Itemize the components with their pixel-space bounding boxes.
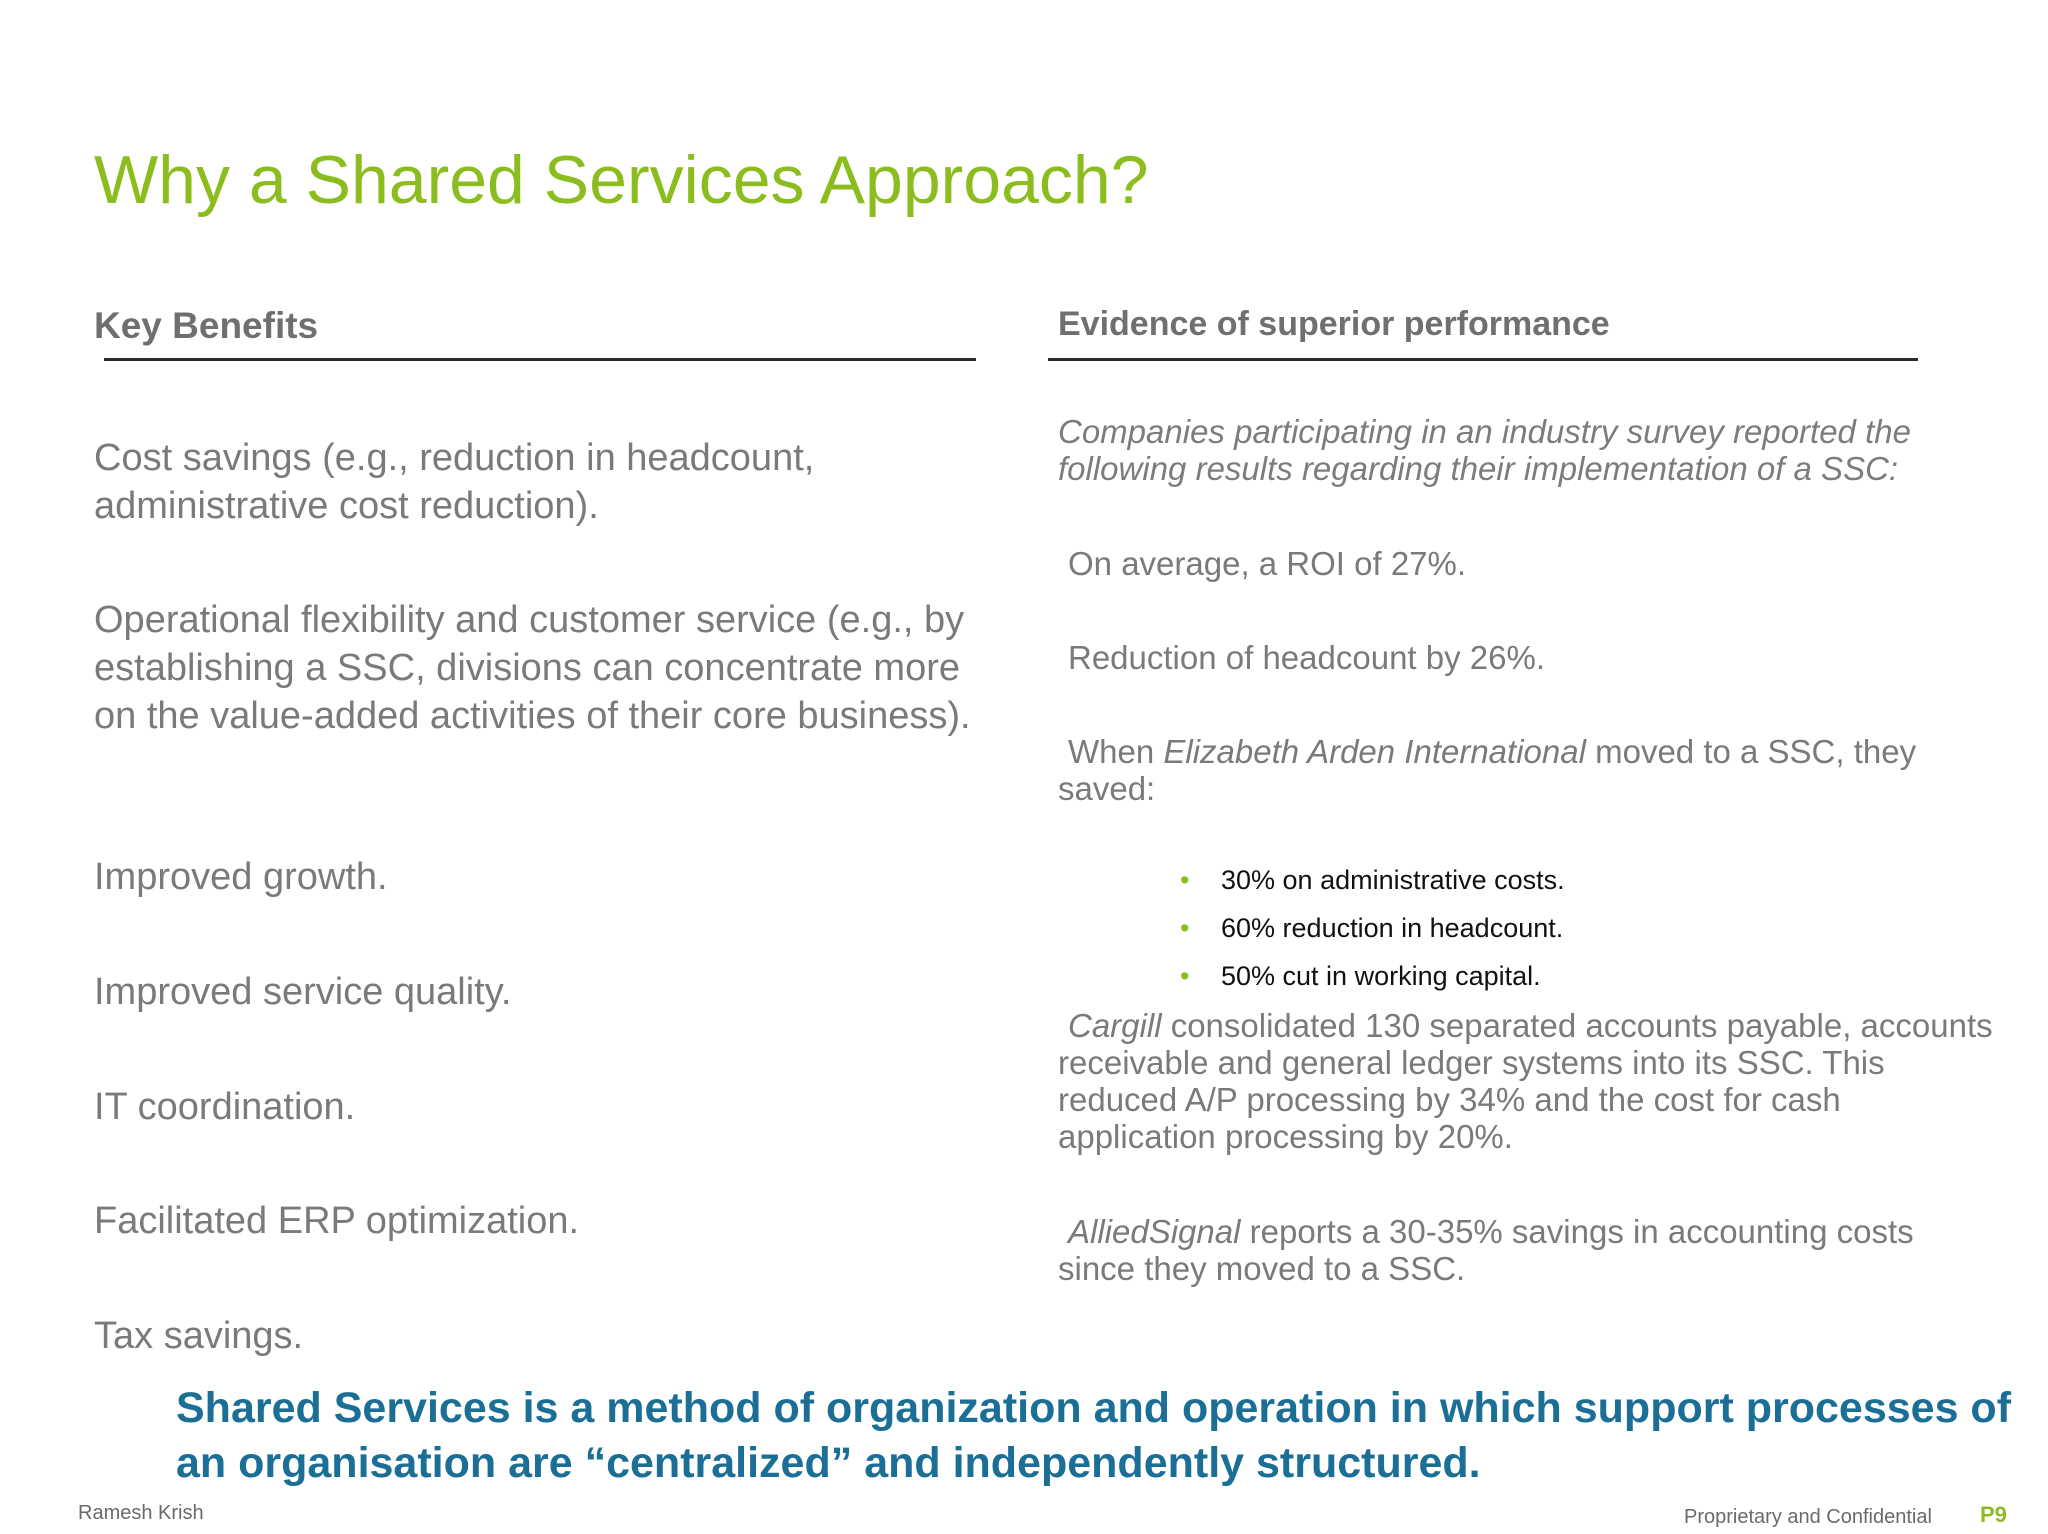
page-title: Why a Shared Services Approach? bbox=[94, 142, 1149, 218]
evidence-heading: Evidence of superior performance bbox=[1058, 305, 1610, 343]
bullet-dot-icon: • bbox=[1180, 961, 1190, 991]
bullet-text: 60% reduction in headcount. bbox=[1221, 913, 1564, 943]
benefit-erp-optimization: Facilitated ERP optimization. bbox=[94, 1200, 580, 1242]
bullet-text: 30% on administrative costs. bbox=[1221, 865, 1565, 895]
cargill-text: consolidated 130 separated accounts payable, accounts receivable and general ledger systems into its SSC. This reduced A/P processing by 34% and the cost for cash application processing by 20%. bbox=[1058, 1007, 1993, 1155]
footer-confidential: Proprietary and Confidential bbox=[1684, 1506, 1932, 1528]
survey-intro: Companies participating in an industry survey reported the following results regarding their implementation of a SSC: bbox=[1058, 413, 1911, 487]
footer-author: Ramesh Krish bbox=[78, 1502, 204, 1524]
bullet-dot-icon: • bbox=[1180, 913, 1190, 943]
arden-company: Elizabeth Arden International bbox=[1163, 733, 1586, 770]
benefit-service-quality: Improved service quality. bbox=[94, 971, 512, 1013]
bullet-dot-icon: • bbox=[1180, 865, 1190, 895]
key-benefits-divider bbox=[104, 358, 976, 361]
headcount-statement bbox=[1058, 639, 1998, 676]
arden-statement bbox=[1058, 733, 1998, 807]
allied-company: AlliedSignal bbox=[1068, 1213, 1241, 1250]
arden-bullet-headcount bbox=[1180, 911, 1563, 945]
arden-bullet-capital bbox=[1180, 959, 1541, 993]
shared-services-definition: Shared Services is a method of organization and operation in which support processes of an organisation are “centralized” and independently structured. bbox=[176, 1384, 2012, 1487]
cargill-statement bbox=[1058, 1007, 1998, 1155]
arden-post: moved to a SSC, they saved: bbox=[1058, 733, 1917, 807]
allied-text: reports a 30-35% savings in accounting costs since they moved to a SSC. bbox=[1058, 1213, 1914, 1287]
key-benefits-heading: Key Benefits bbox=[94, 305, 319, 346]
benefit-it-coordination: IT coordination. bbox=[94, 1086, 356, 1128]
roi-statement bbox=[1058, 545, 1998, 582]
evidence-divider bbox=[1048, 358, 1918, 361]
benefit-cost-savings: Cost savings (e.g., reduction in headcount, administrative cost reduction). bbox=[94, 437, 815, 527]
roi-text: On average, a ROI of 27%. bbox=[1068, 545, 1467, 582]
headcount-text: Reduction of headcount by 26%. bbox=[1068, 639, 1546, 676]
benefit-tax-savings: Tax savings. bbox=[94, 1315, 304, 1357]
arden-pre: When bbox=[1068, 733, 1164, 770]
arden-bullet-admin bbox=[1180, 863, 1565, 897]
allied-statement bbox=[1058, 1213, 1998, 1287]
page-number: P9 bbox=[1980, 1502, 2007, 1527]
cargill-company: Cargill bbox=[1068, 1007, 1162, 1044]
benefit-improved-growth: Improved growth. bbox=[94, 856, 388, 898]
bullet-text: 50% cut in working capital. bbox=[1221, 961, 1541, 991]
benefit-operational-flexibility: Operational flexibility and customer service (e.g., by establishing a SSC, divisions can concentrate more on the value-added activities of their core business). bbox=[94, 599, 971, 737]
